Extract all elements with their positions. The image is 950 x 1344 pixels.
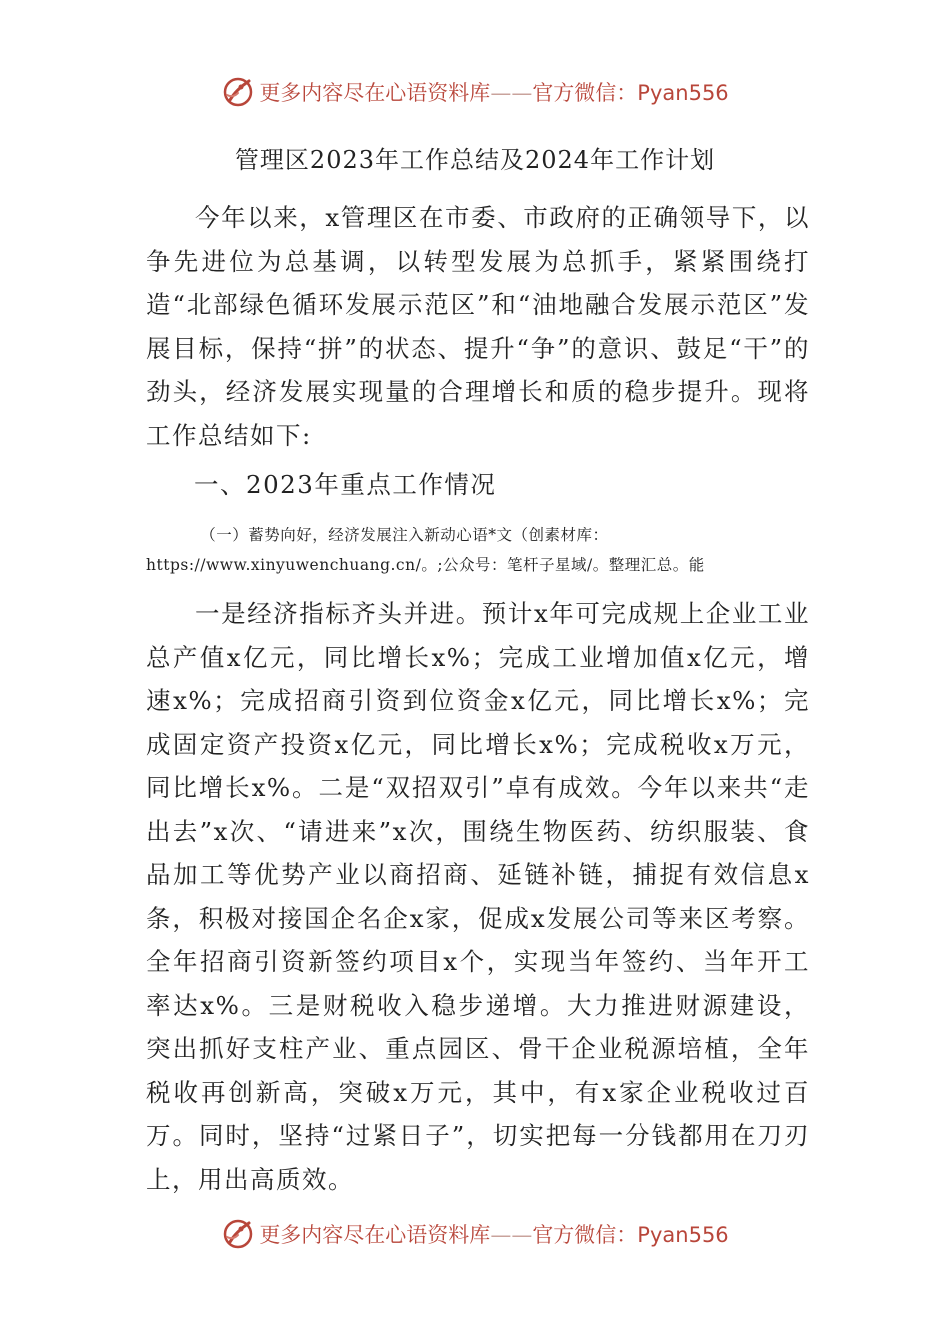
- page-title: 管理区2023年工作总结及2024年工作计划: [234, 146, 716, 174]
- body-paragraph: 一是经济指标齐头并进。预计x年可完成规上企业工业总产值x亿元，同比增长x%；完成工业增加值x亿元，增速x%；完成招商引资到位资金x亿元，同比增长x%；完成固定资产投资x亿元，同比增长x%；完成税收x万元，同比增长x%。二是“双招双引”卓有成效。今年以来共“走出去”x次、“请进来”x次，围绕生物医药、纺织服装、食品加工等优势产业以商招商、延链补链，捕捉有效信息x条，积极对接国企名企x家，促成x发展公司等来区考察。全年招商引资新签约项目x个，实现当年签约、当年开工率达x%。三是财税收入稳步递增。大力推进财源建设，突出抓好支柱产业、重点园区、骨干企业税源培植，全年税收再创新高，突破x万元，其中，有x家企业税收过百万。同时，坚持“过紧日子”，切实把每一分钱都用在刀刃上，用出高质效。: [146, 599, 810, 1194]
- brush-logo-icon: [221, 1217, 255, 1251]
- watermark-text: 更多内容尽在心语资料库——官方微信：Pyan556: [259, 81, 729, 105]
- subsection-note: （一）蓄势向好，经济发展注入新动心语*文（创素材库：https://www.xinyuwenchuang.cn/。;公众号：笔杆子星域/。整理汇总。能: [146, 526, 705, 574]
- intro-paragraph: 今年以来，x管理区在市委、市政府的正确领导下，以争先进位为总基调，以转型发展为总抓手，紧紧围绕打造“北部绿色循环发展示范区”和“油地融合发展示范区”发展目标，保持“拼”的状态、提升“争”的意识、鼓足“干”的劲头，经济发展实现量的合理增长和质的稳步提升。现将工作总结如下:: [146, 203, 810, 450]
- section-heading: 一、2023年重点工作情况: [194, 470, 497, 499]
- watermark-text: 更多内容尽在心语资料库——官方微信：Pyan556: [259, 1223, 729, 1247]
- brush-logo-icon: [221, 75, 255, 109]
- watermark-banner-bottom: [0, 1214, 950, 1254]
- watermark-banner-top: [0, 72, 950, 112]
